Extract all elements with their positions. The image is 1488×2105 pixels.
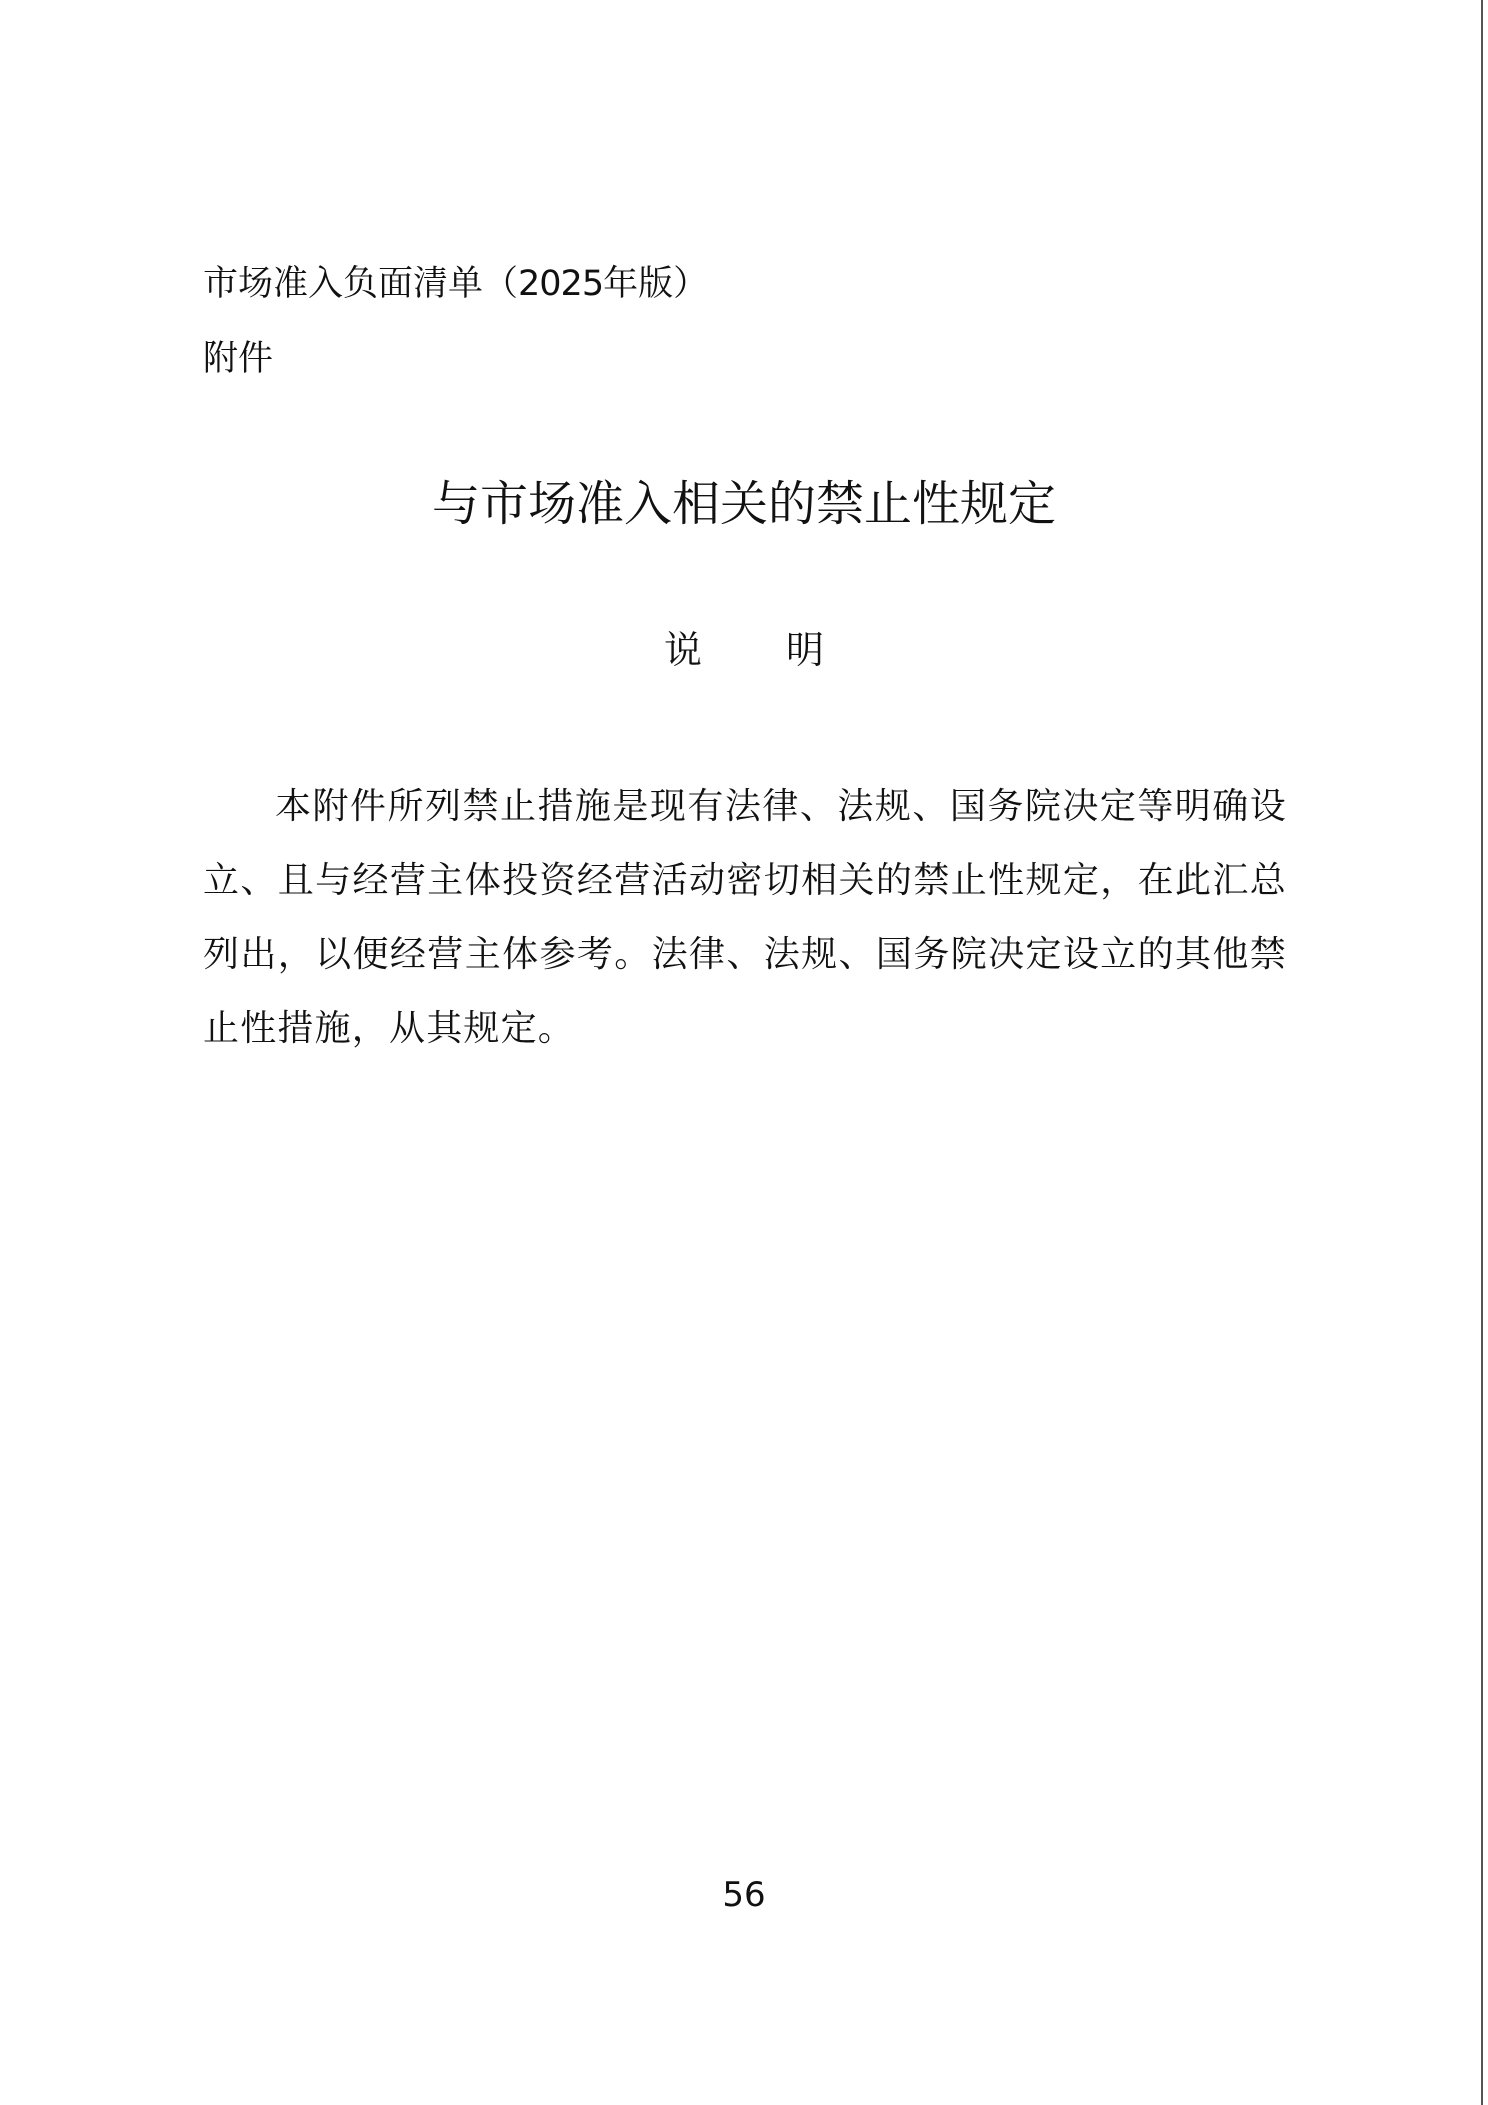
subtitle-right: 明 — [786, 628, 825, 672]
section-subtitle — [0, 622, 1488, 678]
page-number: 56 — [722, 1875, 766, 1915]
list-title-prefix: 市场准入负面清单（ — [203, 264, 519, 304]
list-title-year: 2025 — [518, 264, 604, 304]
explanation-paragraph: 本附件所列禁止措施是现有法律、法规、国务院决定等明确设立、且与经营主体投资经营活动密切相关的禁止性规定，在此汇总列出，以便经营主体参考。法律、法规、国务院决定设立的其他禁止性措施，从其规定。 — [203, 786, 1287, 1049]
list-title — [203, 258, 708, 310]
page-title: 与市场准入相关的禁止性规定 — [431, 476, 1056, 532]
page-edge-line — [1481, 0, 1483, 2105]
list-title-suffix: 年版） — [603, 264, 709, 304]
subtitle-left: 说 — [663, 628, 702, 672]
attachment-label: 附件 — [203, 339, 274, 379]
